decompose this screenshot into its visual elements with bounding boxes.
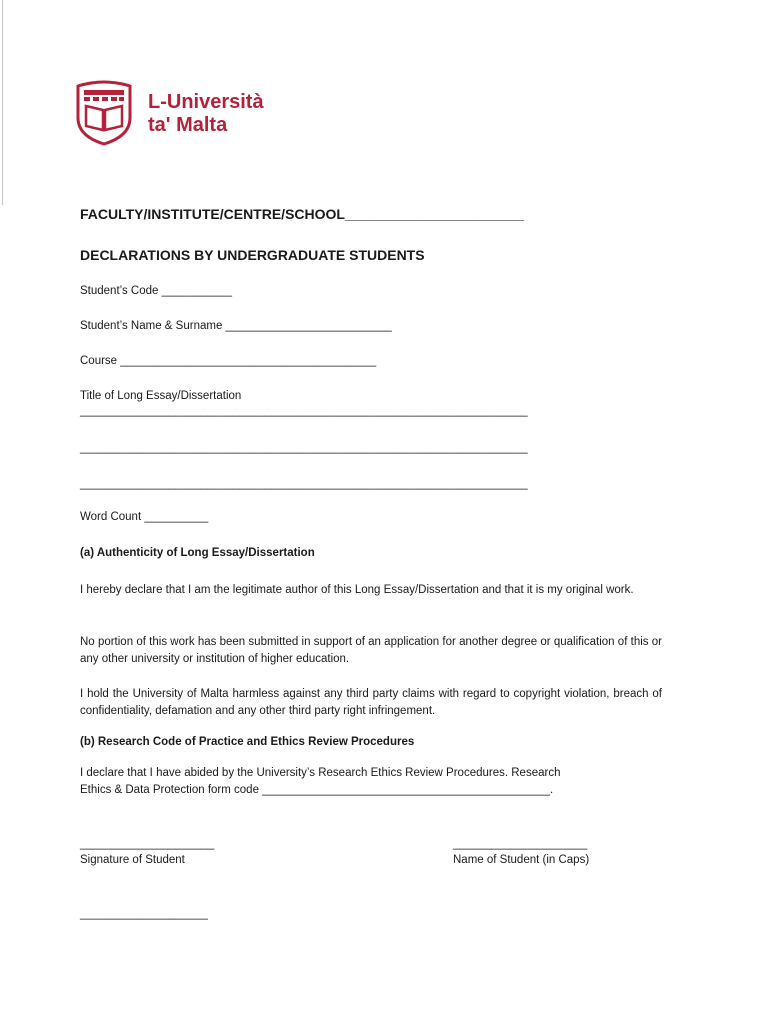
signature-label: Signature of Student: [80, 854, 185, 866]
student-name-caps-label: Name of Student (in Caps): [453, 854, 590, 866]
section-b-heading: (b) Research Code of Practice and Ethics Review Procedures: [80, 736, 415, 748]
university-name-line1: L-Università: [148, 91, 264, 113]
essay-title-line-2[interactable]: ______________________________________________________________________: [80, 442, 528, 454]
university-name-line2: ta' Malta: [148, 114, 228, 136]
date-line[interactable]: ____________________: [80, 908, 208, 920]
essay-title-line-3[interactable]: ______________________________________________________________________: [80, 478, 528, 490]
university-logo: [74, 80, 304, 146]
section-a-paragraph-3: I hold the University of Malta harmless against any third party claims with regard to copyright violation, breach of confidentiality, defamation and any other third party right infringement.: [80, 688, 662, 717]
ethics-form-code-field[interactable]: Ethics & Data Protection form code _____________________________________________.: [80, 784, 554, 796]
course-field[interactable]: Course ________________________________________: [80, 355, 377, 367]
word-count-field[interactable]: Word Count __________: [80, 511, 209, 523]
signature-line[interactable]: _____________________: [80, 838, 215, 850]
university-name: [148, 92, 264, 135]
essay-title-label: Title of Long Essay/Dissertation: [80, 390, 242, 402]
crest-icon: [74, 80, 134, 146]
section-a-paragraph-1: I hereby declare that I am the legitimate author of this Long Essay/Dissertation and that it is my original work.: [80, 584, 634, 596]
page-title: DECLARATIONS BY UNDERGRADUATE STUDENTS: [80, 247, 425, 263]
student-code-field[interactable]: Student’s Code ___________: [80, 285, 232, 297]
student-name-caps-line[interactable]: _____________________: [453, 838, 588, 850]
student-name-field[interactable]: Student’s Name & Surname __________________________: [80, 320, 392, 332]
section-b-line-1: I declare that I have abided by the University’s Research Ethics Review Procedures. Research: [80, 767, 561, 779]
faculty-heading: FACULTY/INSTITUTE/CENTRE/SCHOOL_______________________: [80, 206, 525, 222]
essay-title-line-1[interactable]: ______________________________________________________________________: [80, 405, 528, 417]
section-a-heading: (a) Authenticity of Long Essay/Dissertation: [80, 547, 315, 559]
section-a-paragraph-2: No portion of this work has been submitted in support of an application for another degree or qualification of this or any other university or institution of higher education.: [80, 636, 662, 665]
page-edge-line: [2, 0, 3, 205]
